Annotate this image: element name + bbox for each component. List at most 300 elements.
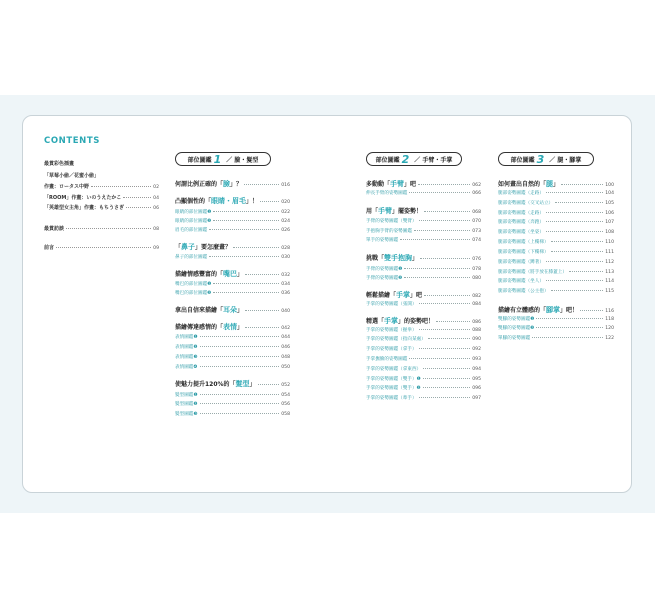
subsection-entry[interactable] <box>498 259 614 265</box>
dot-leader <box>200 366 280 367</box>
page-number: 032 <box>281 273 290 278</box>
subsection-entry[interactable] <box>366 336 481 342</box>
subsection-entry[interactable] <box>366 376 481 382</box>
subsection-title: 腿部姿勢圖鑑（蹲著） <box>498 260 544 265</box>
dot-leader <box>423 387 471 388</box>
chapter-entry[interactable] <box>498 179 614 189</box>
subsection-entry[interactable] <box>498 288 614 294</box>
section-header-subtitle: ／ 臉・髮型 <box>226 156 259 164</box>
page-number: 096 <box>472 386 481 391</box>
section-number: 1 <box>213 152 222 166</box>
subsection-title: 表情圖鑑❸ <box>175 355 198 360</box>
dot-leader <box>200 346 280 347</box>
subsection-title: 腿部姿勢圖鑑（下樓梯） <box>498 250 549 255</box>
page-number: 082 <box>472 294 481 299</box>
chapter-entry[interactable] <box>175 269 290 279</box>
dot-leader <box>400 239 470 240</box>
section-header-prefix: 部位圖鑑 <box>375 156 400 164</box>
page-number: 122 <box>605 336 614 341</box>
dot-leader <box>436 321 470 322</box>
page-number: 036 <box>281 291 290 296</box>
section-header <box>366 152 462 166</box>
dot-leader <box>244 184 279 185</box>
chapter-title-pre: 拿出自信來描繪「 <box>175 307 224 314</box>
dot-leader <box>551 241 604 242</box>
page-number: 095 <box>472 377 481 382</box>
page-number: 09 <box>153 246 159 251</box>
dot-leader <box>419 220 471 221</box>
subsection-entry[interactable] <box>175 281 290 287</box>
dot-leader <box>213 292 279 293</box>
page-number: 06 <box>153 206 159 211</box>
dot-leader <box>245 327 279 328</box>
page-number: 080 <box>472 276 481 281</box>
dot-leader <box>200 413 280 414</box>
page-number: 04 <box>153 196 159 201</box>
page-number: 112 <box>605 260 614 265</box>
subsection-title: 表情圖鑑❶ <box>175 335 198 340</box>
subsection-entry[interactable] <box>498 335 614 341</box>
chapter-title-highlight: 腿 <box>546 180 554 188</box>
page-number: 107 <box>605 220 614 225</box>
subsection-entry[interactable] <box>175 364 290 370</box>
subsection-title: 手掌的姿勢圖鑑（拿手） <box>366 347 417 352</box>
subsection-entry[interactable] <box>498 219 614 225</box>
subsection-title: 腿部姿勢圖鑑（坐姿） <box>498 230 544 235</box>
chapter-title-pre: 描繪有立體感的「 <box>498 307 547 314</box>
chapter-title-post: 」！ <box>246 198 259 205</box>
chapter-title-pre: 多動動「 <box>366 181 391 188</box>
dot-leader <box>404 277 470 278</box>
dot-leader <box>213 220 279 221</box>
page-number: 034 <box>281 282 290 287</box>
page-number: 086 <box>472 320 481 325</box>
chapter-title-highlight: 臉 <box>223 180 231 188</box>
dot-leader <box>419 397 471 398</box>
chapter-title-highlight: 雙手抱胸 <box>384 254 413 262</box>
chapter-title-pre: 凸顯個性的「 <box>175 198 212 205</box>
front-matter-item[interactable] <box>44 225 159 232</box>
chapter-title-post: 」 <box>412 255 419 262</box>
page-number: 110 <box>605 240 614 245</box>
dot-leader <box>200 336 280 337</box>
chapter-entry[interactable] <box>498 305 614 315</box>
subsection-entry[interactable] <box>366 301 481 307</box>
dot-leader <box>420 258 470 259</box>
front-matter-item[interactable] <box>44 183 159 190</box>
chapter-title <box>175 269 243 279</box>
chapter-title-post: 」？ <box>230 181 243 188</box>
subsection-title: 髮型圖鑑❶ <box>175 393 198 398</box>
dot-leader <box>536 318 603 319</box>
dot-leader <box>419 303 471 304</box>
dot-leader <box>551 251 604 252</box>
page-number: 054 <box>281 393 290 398</box>
dot-leader <box>233 247 279 248</box>
page-number: 084 <box>472 302 481 307</box>
chapter-title-post: 」要怎麼畫？ <box>195 244 232 251</box>
dot-leader <box>66 228 151 229</box>
subsection-title: 手掌撫臉的姿勢圖鑑 <box>366 357 408 362</box>
page-number: 058 <box>281 412 290 417</box>
chapter-title <box>366 179 416 189</box>
chapter-title-highlight: 鼻子 <box>181 243 196 251</box>
chapter-title <box>175 179 242 189</box>
chapter-entry[interactable] <box>175 379 290 389</box>
chapter-title-pre: 描繪情感豐富的「 <box>175 271 224 278</box>
subsection-title: 手掌的姿勢圖鑑（拿東西） <box>366 367 422 372</box>
dot-leader <box>245 274 279 275</box>
dot-leader <box>209 229 279 230</box>
subsection-entry[interactable] <box>366 275 481 281</box>
dot-leader <box>424 295 470 296</box>
chapter-title-highlight: 手掌 <box>384 317 399 325</box>
section-number: 3 <box>536 152 545 166</box>
chapter-entry[interactable] <box>175 305 290 315</box>
subsection-title: 手臂的姿勢圖鑑❶ <box>366 267 403 272</box>
chapter-entry[interactable] <box>175 242 290 252</box>
subsection-title: 手掌的姿勢圖鑑（雙手）❶ <box>366 377 421 382</box>
page-number: 068 <box>472 210 481 215</box>
page-number: 108 <box>605 230 614 235</box>
page-number: 105 <box>605 201 614 206</box>
chapter-title-pre: 「 <box>175 244 182 251</box>
chapter-entry[interactable] <box>366 316 481 326</box>
chapter-title-highlight: 手掌 <box>396 291 411 299</box>
subsection-title: 嘴巴的部位圖鑑❷ <box>175 291 212 296</box>
subsection-title: 腿部姿勢圖鑑（坐人） <box>498 279 544 284</box>
dot-leader <box>546 231 603 232</box>
chapter-title <box>366 253 418 263</box>
dot-leader <box>423 368 470 369</box>
front-item-label: 最貫訪談 <box>44 226 65 232</box>
dot-leader <box>428 338 470 339</box>
subsection-entry[interactable] <box>498 190 614 196</box>
dot-leader <box>126 207 151 208</box>
chapter-title <box>498 305 578 315</box>
subsection-entry[interactable] <box>175 254 290 260</box>
front-item-label: 「ROOM」作畫：いのうえたかこ <box>44 195 122 201</box>
subsection-entry[interactable] <box>366 395 481 401</box>
dot-leader <box>200 356 280 357</box>
section-header-subtitle: ／ 腿・腳掌 <box>549 156 582 164</box>
section-header-prefix: 部位圖鑑 <box>510 156 535 164</box>
subsection-title: 手臂的姿勢圖鑑❷ <box>366 276 403 281</box>
subsection-entry[interactable] <box>175 218 290 224</box>
subsection-title: 髮型圖鑑❷ <box>175 402 198 407</box>
subsection-title: 眼睛的部位圖鑑❶ <box>175 210 212 215</box>
subsection-title: 腿部姿勢圖鑑（走路） <box>498 191 544 196</box>
dot-leader <box>123 197 151 198</box>
chapter-entry[interactable] <box>366 179 481 189</box>
subsection-entry[interactable] <box>498 316 614 322</box>
chapter-title <box>175 379 256 389</box>
page-number: 046 <box>281 345 290 350</box>
subsection-entry[interactable] <box>498 325 614 331</box>
chapter-title-highlight: 表情 <box>223 323 238 331</box>
chapter-title-pre: 用「 <box>366 208 379 215</box>
subsection-entry[interactable] <box>366 237 481 243</box>
chapter-entry[interactable] <box>175 322 290 332</box>
subsection-entry[interactable] <box>175 209 290 215</box>
chapter-title <box>175 242 231 252</box>
front-item-label: 「草莓小偷／花蜜小偷」 <box>44 173 100 179</box>
dot-leader <box>418 184 470 185</box>
page-number: 050 <box>281 365 290 370</box>
subsection-entry[interactable] <box>366 327 481 333</box>
dot-leader <box>423 378 471 379</box>
section-header <box>498 152 594 166</box>
subsection-entry[interactable] <box>498 249 614 255</box>
page-number: 016 <box>281 183 290 188</box>
subsection-title: 手掌的姿勢圖鑑（牽手） <box>366 396 417 401</box>
page-number: 048 <box>281 355 290 360</box>
dot-leader <box>546 280 603 281</box>
subsection-entry[interactable] <box>366 190 481 196</box>
chapter-title-pre: 精選「 <box>366 318 385 325</box>
page-number: 092 <box>472 347 481 352</box>
chapter-title-post: 」 <box>237 324 244 331</box>
page-number: 024 <box>281 219 290 224</box>
page-number: 026 <box>281 228 290 233</box>
subsection-entry[interactable] <box>366 356 481 362</box>
chapter-title-post: 」 <box>553 181 560 188</box>
chapter-title-post: 」 <box>249 381 256 388</box>
chapter-title-post: 」 <box>237 307 244 314</box>
chapter-entry[interactable] <box>175 196 290 206</box>
subsection-title: 手掌的姿勢圖鑑（雙手）❷ <box>366 386 421 391</box>
dot-leader <box>561 184 603 185</box>
chapter-title <box>175 196 258 206</box>
dot-leader <box>409 192 470 193</box>
contents-title: CONTENTS <box>44 136 101 146</box>
page-number: 115 <box>605 289 614 294</box>
chapter-title <box>366 290 422 300</box>
chapter-title-post: 」的姿勢吧！ <box>398 318 435 325</box>
dot-leader <box>200 403 280 404</box>
page-number: 090 <box>472 337 481 342</box>
chapter-title-pre: 描繪傳達感情的「 <box>175 324 224 331</box>
dot-leader <box>404 268 470 269</box>
subsection-title: 腿部姿勢圖鑑（奔跑） <box>498 220 544 225</box>
subsection-title: 嘴巴的部位圖鑑❶ <box>175 282 212 287</box>
chapter-entry[interactable] <box>366 206 481 216</box>
page-number: 02 <box>153 185 159 190</box>
dot-leader <box>551 290 604 291</box>
subsection-title: 腿部姿勢圖鑑（將手放在膝蓋上） <box>498 270 567 275</box>
subsection-entry[interactable] <box>175 227 290 233</box>
chapter-title-post: 」 <box>237 271 244 278</box>
dot-leader <box>424 211 470 212</box>
subsection-entry[interactable] <box>498 210 614 216</box>
chapter-title-pre: 何謂比例正確的「 <box>175 181 224 188</box>
dot-leader <box>245 310 279 311</box>
front-matter-item[interactable] <box>44 172 159 179</box>
page-number: 093 <box>472 357 481 362</box>
chapter-entry[interactable] <box>366 290 481 300</box>
page-number: 074 <box>472 238 481 243</box>
chapter-entry[interactable] <box>366 253 481 263</box>
front-item-label: 「英雄型女主角」作畫：もちうさぎ <box>44 205 125 211</box>
subsection-title: 伸長手臂的姿勢圖鑑 <box>366 191 408 196</box>
subsection-entry[interactable] <box>175 401 290 407</box>
chapter-entry[interactable] <box>175 179 290 189</box>
subsection-title: 雙腳的姿勢圖鑑❶ <box>498 317 535 322</box>
subsection-entry[interactable] <box>175 344 290 350</box>
subsection-title: 髮型圖鑑❸ <box>175 412 198 417</box>
dot-leader <box>546 261 603 262</box>
subsection-title: 眼睛的部位圖鑑❷ <box>175 219 212 224</box>
subsection-entry[interactable] <box>366 218 481 224</box>
dot-leader <box>91 186 151 187</box>
subsection-entry[interactable] <box>175 334 290 340</box>
dot-leader <box>546 192 603 193</box>
page-number: 097 <box>472 396 481 401</box>
subsection-title: 表情圖鑑❷ <box>175 345 198 350</box>
page-number: 08 <box>153 227 159 232</box>
subsection-entry[interactable] <box>498 269 614 275</box>
chapter-title-pre: 使魅力提升120%的「 <box>175 381 236 388</box>
chapter-title <box>498 179 559 189</box>
chapter-title-highlight: 嘴巴 <box>223 270 238 278</box>
chapter-title-post: 」吧！ <box>560 307 579 314</box>
subsection-entry[interactable] <box>498 229 614 235</box>
section-header-subtitle: ／ 手臂・手掌 <box>414 156 453 164</box>
subsection-title: 手掌的姿勢圖鑑（握拳） <box>366 328 417 333</box>
front-matter-item[interactable] <box>44 160 159 167</box>
chapter-title <box>175 305 243 315</box>
page-number: 114 <box>605 279 614 284</box>
page-number: 113 <box>605 270 614 275</box>
subsection-title: 單腳的姿勢圖鑑 <box>498 336 531 341</box>
dot-leader <box>536 327 603 328</box>
subsection-title: 鼻子的部位圖鑑 <box>175 255 208 260</box>
front-item-label: 作畫：ロータス中野 <box>44 184 90 190</box>
subsection-entry[interactable] <box>175 354 290 360</box>
dot-leader <box>209 256 279 257</box>
subsection-entry[interactable] <box>366 266 481 272</box>
chapter-title <box>175 322 243 332</box>
subsection-entry[interactable] <box>366 228 481 234</box>
subsection-title: 雙腳的姿勢圖鑑❷ <box>498 326 535 331</box>
front-matter-item[interactable] <box>44 194 159 201</box>
subsection-title: 表情圖鑑❹ <box>175 365 198 370</box>
subsection-entry[interactable] <box>175 392 290 398</box>
chapter-title-post: 」吧 <box>404 181 417 188</box>
dot-leader <box>56 247 151 248</box>
page-number: 106 <box>605 211 614 216</box>
subsection-title: 腿部姿勢圖鑑（走路） <box>498 211 544 216</box>
subsection-entry[interactable] <box>366 366 481 372</box>
page-number: 040 <box>281 309 290 314</box>
subsection-title: 手抱胸手臂的姿勢圖鑑 <box>366 229 412 234</box>
page-number: 030 <box>281 255 290 260</box>
page-number: 118 <box>605 317 614 322</box>
dot-leader <box>200 394 280 395</box>
front-item-label: 最貫彩色插畫 <box>44 161 75 167</box>
subsection-entry[interactable] <box>175 290 290 296</box>
page-number: 100 <box>605 183 614 188</box>
dot-leader <box>213 283 279 284</box>
dot-leader <box>419 329 471 330</box>
chapter-title-highlight: 腳掌 <box>546 306 561 314</box>
page-number: 056 <box>281 402 290 407</box>
subsection-entry[interactable] <box>366 346 481 352</box>
subsection-title: 腿部姿勢圖鑑（交叉站立） <box>498 201 554 206</box>
subsection-title: 腿部姿勢圖鑑（上樓梯） <box>498 240 549 245</box>
dot-leader <box>419 348 471 349</box>
section-number: 2 <box>401 152 410 166</box>
front-matter-item[interactable] <box>44 204 159 211</box>
dot-leader <box>555 202 603 203</box>
page-number: 088 <box>472 328 481 333</box>
subsection-entry[interactable] <box>498 200 614 206</box>
page-number: 104 <box>605 191 614 196</box>
subsection-title: 單手的姿勢圖鑑 <box>366 238 399 243</box>
page-number: 028 <box>281 246 290 251</box>
chapter-title-pre: 如何畫出自然的「 <box>498 181 547 188</box>
chapter-title-highlight: 眼睛・眉毛 <box>211 197 247 205</box>
dot-leader <box>532 337 603 338</box>
dot-leader <box>569 271 603 272</box>
subsection-entry[interactable] <box>366 385 481 391</box>
chapter-title-pre: 輕鬆描繪「 <box>366 292 397 299</box>
subsection-title: 手臂的姿勢圖鑑（雙臂） <box>366 219 417 224</box>
page-number: 022 <box>281 210 290 215</box>
chapter-title-post: 」擺姿勢！ <box>392 208 423 215</box>
dot-leader <box>546 212 603 213</box>
page-number: 052 <box>281 383 290 388</box>
front-matter-item[interactable] <box>44 244 159 251</box>
page-number: 076 <box>472 257 481 262</box>
subsection-title: 手掌的姿勢圖鑑（指向某處） <box>366 337 426 342</box>
chapter-title-highlight: 手臂 <box>390 180 405 188</box>
page-number: 070 <box>472 219 481 224</box>
section-header <box>175 152 271 166</box>
page-number: 116 <box>605 309 614 314</box>
page-number: 062 <box>472 183 481 188</box>
subsection-title: 眉毛的部位圖鑑 <box>175 228 208 233</box>
page-number: 066 <box>472 191 481 196</box>
dot-leader <box>260 201 279 202</box>
chapter-title <box>366 206 422 216</box>
page-number: 042 <box>281 326 290 331</box>
subsection-title: 手掌的姿勢圖鑑（張開） <box>366 302 417 307</box>
section-header-prefix: 部位圖鑑 <box>187 156 212 164</box>
dot-leader <box>580 310 603 311</box>
chapter-title-post: 」吧 <box>410 292 423 299</box>
chapter-title-highlight: 耳朵 <box>223 306 238 314</box>
dot-leader <box>546 221 603 222</box>
chapter-title-highlight: 髮型 <box>235 380 250 388</box>
subsection-title: 腿部姿勢圖鑑（公主抱） <box>498 289 549 294</box>
page-number: 020 <box>281 200 290 205</box>
chapter-title-pre: 挑戰「 <box>366 255 385 262</box>
subsection-entry[interactable] <box>175 411 290 417</box>
subsection-entry[interactable] <box>498 239 614 245</box>
dot-leader <box>409 358 470 359</box>
page-number: 078 <box>472 267 481 272</box>
dot-leader <box>213 211 279 212</box>
dot-leader <box>414 230 470 231</box>
chapter-title <box>366 316 434 326</box>
dot-leader <box>258 384 280 385</box>
page-number: 094 <box>472 367 481 372</box>
chapter-title-highlight: 手臂 <box>378 207 393 215</box>
page-number: 073 <box>472 229 481 234</box>
subsection-entry[interactable] <box>498 278 614 284</box>
front-item-label: 前言 <box>44 245 55 251</box>
